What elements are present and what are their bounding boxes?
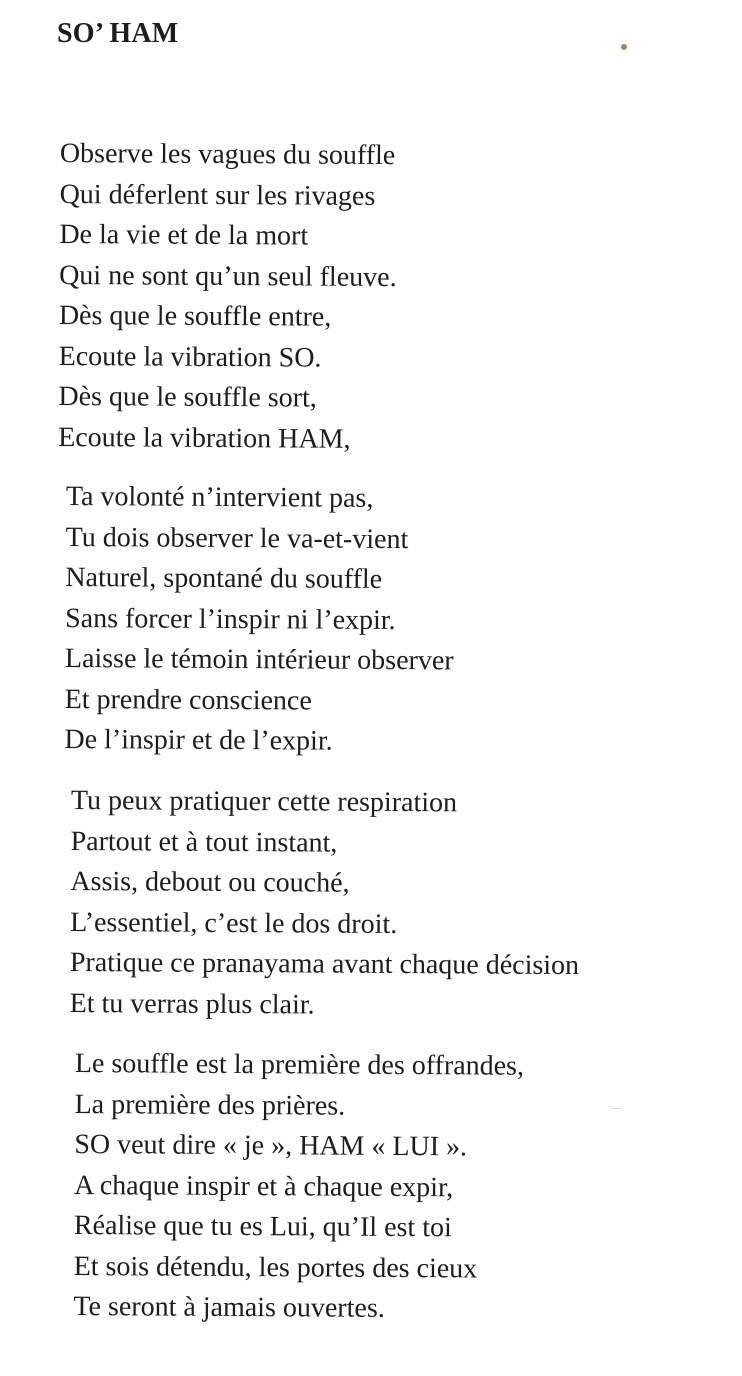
poem-line: De l’inspir et de l’expir. xyxy=(64,723,333,757)
poem-line: Réalise que tu es Lui, qu’Il est toi xyxy=(73,1209,452,1244)
poem-line: Laisse le témoin intérieur observer xyxy=(64,642,454,677)
poem-line: Qui ne sont qu’un seul fleuve. xyxy=(59,259,397,293)
poem-line: Sans forcer l’inspir ni l’expir. xyxy=(65,602,396,636)
poem-line: Et sois détendu, les portes des cieux xyxy=(73,1250,478,1284)
poem-line: SO veut dire « je », HAM « LUI ». xyxy=(74,1128,468,1163)
poem-line: La première des prières. xyxy=(74,1088,346,1122)
poem-line: Le souffle est la première des offrandes, xyxy=(74,1047,525,1082)
poem-line: Te seront à jamais ouvertes. xyxy=(73,1290,385,1324)
poem-title: SO’ HAM xyxy=(57,18,179,49)
poem-line: Dès que le souffle sort, xyxy=(58,380,317,414)
poem-line: Assis, debout ou couché, xyxy=(70,865,350,899)
poem-line: Partout et à tout instant, xyxy=(70,825,338,859)
paper-mark xyxy=(612,1108,622,1109)
poem-line: Ecoute la vibration HAM, xyxy=(58,421,351,455)
poem-line: Qui déferlent sur les rivages xyxy=(59,178,376,212)
stanza-4 xyxy=(73,1044,524,1330)
poem-line: Ecoute la vibration SO. xyxy=(58,340,322,374)
poem-line: Et prendre conscience xyxy=(64,683,312,717)
poem-line: De la vie et de la mort xyxy=(59,218,309,252)
paper-speck xyxy=(621,44,627,50)
poem-line: L’essentiel, c’est le dos droit. xyxy=(70,906,398,940)
poem-line: Pratique ce pranayama avant chaque décision xyxy=(69,946,580,982)
stanza-3 xyxy=(70,781,581,1027)
stanza-1 xyxy=(58,134,397,460)
poem-line: Observe les vagues du souffle xyxy=(59,137,396,172)
poem-line: Dès que le souffle entre, xyxy=(58,299,332,333)
poem-line: Et tu verras plus clair. xyxy=(69,987,315,1020)
poem-line: A chaque inspir et à chaque expir, xyxy=(74,1169,454,1203)
stanza-2 xyxy=(64,477,454,763)
poem-line: Tu peux pratiquer cette respiration xyxy=(70,784,458,819)
poem-line: Tu dois observer le va-et-vient xyxy=(65,521,409,555)
poem-line: Naturel, spontané du souffle xyxy=(65,561,383,595)
poem-line: Ta volonté n’intervient pas, xyxy=(65,480,374,514)
